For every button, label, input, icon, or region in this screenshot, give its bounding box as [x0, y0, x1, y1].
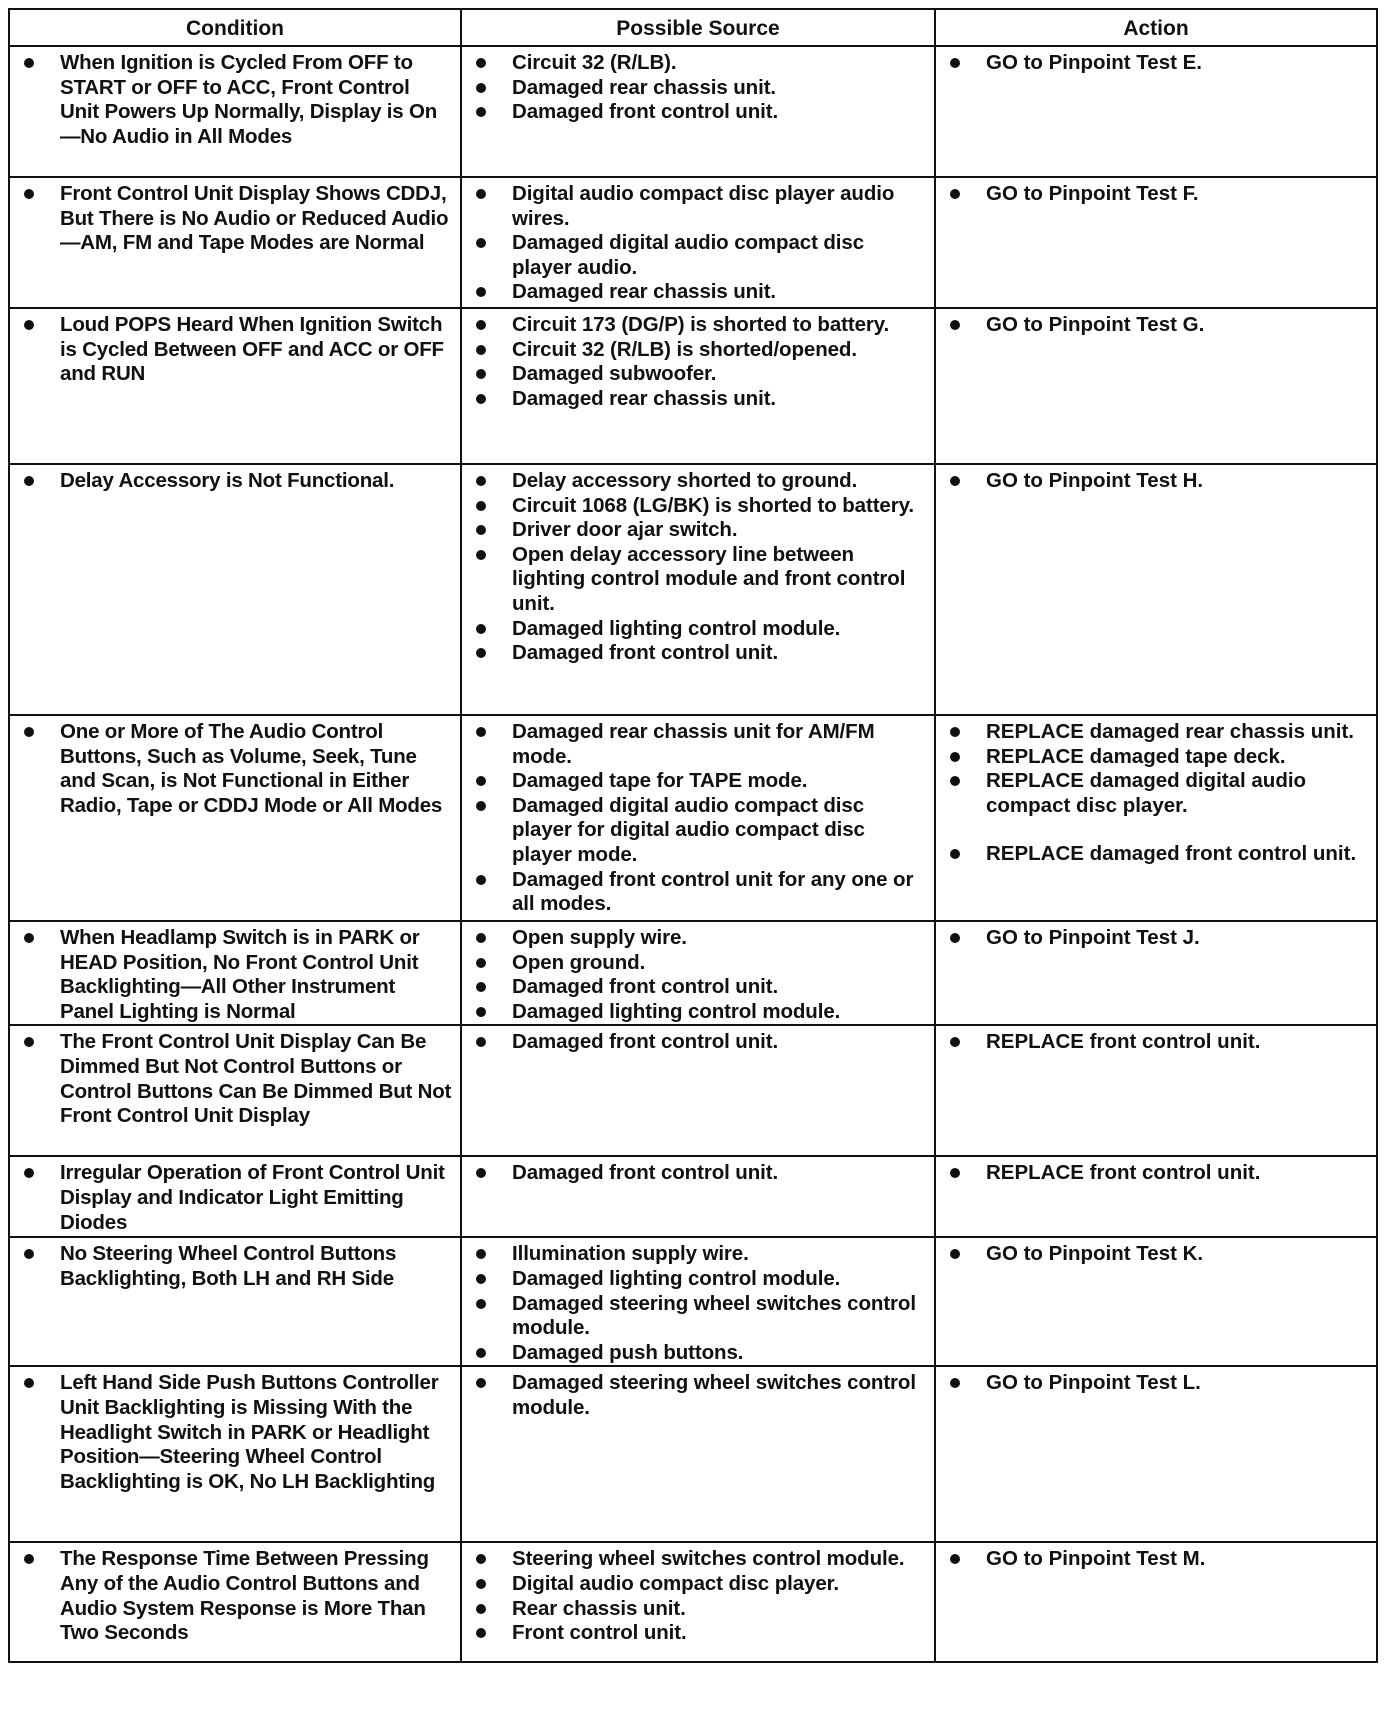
bullet-icon	[476, 58, 486, 68]
source-item-text: Damaged front control unit.	[512, 1161, 779, 1185]
action-item	[944, 1371, 1370, 1396]
table-row	[9, 1237, 1377, 1366]
action-item	[944, 842, 1370, 867]
condition-item	[18, 1371, 454, 1494]
action-cell-list	[944, 1161, 1370, 1186]
possible-source-cell	[461, 1366, 935, 1542]
source-item-text: Circuit 1068 (LG/BK) is shorted to battery.	[512, 493, 914, 517]
action-cell	[935, 715, 1377, 921]
condition-cell	[9, 1542, 461, 1662]
condition-cell	[9, 1025, 461, 1156]
bullet-icon	[24, 189, 34, 199]
bullet-icon	[950, 727, 960, 737]
table-row	[9, 1366, 1377, 1542]
source-item-text: Damaged front control unit for any one or all modes.	[512, 867, 914, 916]
source-item	[470, 1341, 928, 1366]
source-item-text: Damaged lighting control module.	[512, 616, 841, 640]
possible-source-cell	[461, 464, 935, 715]
action-item	[944, 182, 1370, 207]
source-item-text: Damaged steering wheel switches control module.	[512, 1291, 916, 1340]
possible-source-cell	[461, 1156, 935, 1237]
possible-source-cell-list	[470, 1547, 928, 1645]
condition-item-text: Front Control Unit Display Shows CDDJ, But There is No Audio or Reduced Audio—AM, FM and Tape Modes are Normal	[60, 182, 449, 255]
bullet-icon	[476, 394, 486, 404]
action-item-text: GO to Pinpoint Test M.	[986, 1547, 1206, 1571]
source-item-text: Damaged lighting control module.	[512, 1266, 841, 1290]
source-item	[470, 1267, 928, 1292]
bullet-icon	[24, 1378, 34, 1388]
source-item-text: Illumination supply wire.	[512, 1242, 749, 1266]
bullet-icon	[476, 1007, 486, 1017]
condition-cell	[9, 1237, 461, 1366]
bullet-icon	[476, 648, 486, 658]
bullet-icon	[476, 501, 486, 511]
action-item-text: REPLACE damaged front control unit.	[986, 842, 1357, 866]
possible-source-cell	[461, 921, 935, 1025]
bullet-icon	[950, 1168, 960, 1178]
source-item	[470, 1547, 928, 1572]
source-item	[470, 1597, 928, 1622]
bullet-icon	[24, 727, 34, 737]
bullet-icon	[950, 1554, 960, 1564]
possible-source-cell	[461, 308, 935, 464]
source-item	[470, 868, 928, 917]
condition-item	[18, 720, 454, 818]
condition-cell-list	[18, 51, 454, 149]
condition-cell	[9, 921, 461, 1025]
table-row	[9, 715, 1377, 921]
action-cell-list	[944, 182, 1370, 207]
source-item-text: Damaged front control unit.	[512, 641, 779, 665]
bullet-icon	[476, 369, 486, 379]
bullet-icon	[476, 1579, 486, 1589]
bullet-icon	[24, 320, 34, 330]
source-item-text: Digital audio compact disc player.	[512, 1571, 839, 1595]
action-cell-list	[944, 1242, 1370, 1267]
source-item	[470, 494, 928, 519]
possible-source-cell-list	[470, 1030, 928, 1055]
bullet-icon	[24, 1168, 34, 1178]
table-row	[9, 1542, 1377, 1662]
condition-cell	[9, 1156, 461, 1237]
condition-cell-list	[18, 1242, 454, 1291]
source-item	[470, 76, 928, 101]
action-item-text: REPLACE damaged digital audio compact disc player.	[986, 769, 1307, 817]
condition-item-text: Loud POPS Heard When Ignition Switch is Cycled Between OFF and ACC or OFF and RUN	[60, 313, 444, 386]
source-item-text: Damaged rear chassis unit.	[512, 75, 777, 99]
bullet-icon	[24, 476, 34, 486]
action-cell	[935, 177, 1377, 308]
bullet-icon	[950, 776, 960, 786]
source-item-text: Open supply wire.	[512, 926, 687, 949]
source-item-text: Damaged subwoofer.	[512, 362, 717, 386]
action-item-text: REPLACE damaged rear chassis unit.	[986, 720, 1354, 743]
action-item	[944, 469, 1370, 494]
source-item	[470, 951, 928, 976]
action-item-text: GO to Pinpoint Test E.	[986, 51, 1203, 74]
condition-cell	[9, 308, 461, 464]
action-cell-list	[944, 926, 1370, 951]
bullet-icon	[24, 58, 34, 68]
condition-item	[18, 469, 454, 494]
condition-item	[18, 51, 454, 149]
bullet-icon	[476, 1554, 486, 1564]
action-cell-list	[944, 469, 1370, 494]
condition-cell-list	[18, 313, 454, 387]
bullet-icon	[476, 1604, 486, 1614]
header-possible-source: Possible Source	[461, 9, 935, 46]
condition-item	[18, 1161, 454, 1235]
source-item	[470, 1242, 928, 1267]
table-row	[9, 177, 1377, 308]
action-item	[944, 1161, 1370, 1186]
condition-cell-list	[18, 1371, 454, 1494]
source-item-text: Open ground.	[512, 950, 646, 974]
bullet-icon	[476, 801, 486, 811]
bullet-icon	[476, 525, 486, 535]
possible-source-cell-list	[470, 720, 928, 917]
source-item-text: Open delay accessory line between lighting control module and front control unit.	[512, 542, 906, 615]
condition-cell	[9, 46, 461, 177]
bullet-icon	[476, 189, 486, 199]
bullet-icon	[476, 550, 486, 560]
action-item-text: REPLACE damaged tape deck.	[986, 744, 1286, 768]
source-item-text: Rear chassis unit.	[512, 1596, 686, 1620]
condition-item-text: Irregular Operation of Front Control Unit Display and Indicator Light Emitting Diodes	[60, 1161, 445, 1234]
condition-cell-list	[18, 1030, 454, 1128]
condition-cell-list	[18, 469, 454, 494]
action-cell-list	[944, 313, 1370, 338]
condition-cell-list	[18, 182, 454, 256]
bullet-icon	[950, 1378, 960, 1388]
table-row	[9, 464, 1377, 715]
action-item-text: REPLACE front control unit.	[986, 1161, 1261, 1185]
bullet-icon	[476, 1378, 486, 1388]
action-item	[944, 926, 1370, 951]
condition-item	[18, 313, 454, 387]
action-item	[944, 51, 1370, 76]
action-cell-list	[944, 1030, 1370, 1055]
condition-item-text: One or More of The Audio Control Buttons, Such as Volume, Seek, Tune and Scan, is Not Functional in Either Radio, Tape or CDDJ Mode or All Modes	[60, 720, 443, 817]
source-item-text: Damaged tape for TAPE mode.	[512, 769, 808, 793]
source-item	[470, 313, 928, 338]
possible-source-cell-list	[470, 1371, 928, 1420]
action-cell	[935, 1366, 1377, 1542]
source-item	[470, 769, 928, 794]
bullet-icon	[476, 1628, 486, 1638]
source-item	[470, 1161, 928, 1186]
symptom-chart-table	[8, 8, 1378, 1663]
table-body	[9, 46, 1377, 1662]
action-cell	[935, 464, 1377, 715]
possible-source-cell-list	[470, 313, 928, 411]
condition-cell	[9, 715, 461, 921]
bullet-icon	[476, 287, 486, 297]
source-item	[470, 469, 928, 494]
action-cell-list	[944, 1547, 1370, 1572]
source-item	[470, 720, 928, 769]
table-row	[9, 308, 1377, 464]
possible-source-cell-list	[470, 1242, 928, 1365]
action-item-text: GO to Pinpoint Test L.	[986, 1371, 1201, 1395]
action-cell	[935, 921, 1377, 1025]
action-cell	[935, 308, 1377, 464]
condition-cell	[9, 1366, 461, 1542]
bullet-icon	[24, 1037, 34, 1047]
source-item	[470, 641, 928, 666]
condition-item-text: The Front Control Unit Display Can Be Dimmed But Not Control Buttons or Control Buttons Can Be Dimmed But Not Front Control Unit Display	[60, 1030, 452, 1128]
action-cell-list	[944, 1371, 1370, 1396]
action-item-text: GO to Pinpoint Test F.	[986, 182, 1199, 205]
condition-item	[18, 182, 454, 256]
action-item	[944, 720, 1370, 745]
action-cell	[935, 46, 1377, 177]
source-item	[470, 1030, 928, 1055]
condition-cell-list	[18, 1161, 454, 1235]
bullet-icon	[950, 849, 960, 859]
bullet-icon	[476, 1348, 486, 1358]
bullet-icon	[950, 476, 960, 486]
bullet-icon	[24, 1554, 34, 1564]
source-item-text: Circuit 32 (R/LB).	[512, 51, 677, 74]
action-item	[944, 1030, 1370, 1055]
bullet-icon	[950, 320, 960, 330]
action-item	[944, 1242, 1370, 1267]
source-item-text: Damaged lighting control module.	[512, 999, 841, 1023]
condition-item-text: When Ignition is Cycled From OFF to START or OFF to ACC, Front Control Unit Powers Up Normally, Display is On—No Audio in All Modes	[60, 51, 438, 148]
action-item-text: REPLACE front control unit.	[986, 1030, 1261, 1054]
table-row	[9, 921, 1377, 1025]
source-item	[470, 1371, 928, 1420]
bullet-icon	[476, 1249, 486, 1259]
bullet-icon	[24, 1249, 34, 1259]
bullet-icon	[950, 933, 960, 943]
bullet-icon	[476, 1274, 486, 1284]
source-item-text: Damaged digital audio compact disc player audio.	[512, 231, 865, 279]
bullet-icon	[950, 752, 960, 762]
source-item-text: Front control unit.	[512, 1621, 687, 1645]
source-item	[470, 338, 928, 363]
source-item	[470, 543, 928, 617]
condition-cell-list	[18, 1547, 454, 1645]
condition-item-text: Left Hand Side Push Buttons Controller Unit Backlighting is Missing With the Headlight Switch in PARK or Headlight Position—Steering Wheel Control Backlighting is OK, No LH Backlighting	[60, 1371, 439, 1493]
source-item-text: Damaged rear chassis unit for AM/FM mode.	[512, 720, 875, 768]
action-cell	[935, 1237, 1377, 1366]
action-cell-list	[944, 51, 1370, 76]
table-header-row	[9, 9, 1377, 46]
source-item-text: Circuit 32 (R/LB) is shorted/opened.	[512, 337, 857, 361]
action-item	[944, 313, 1370, 338]
condition-item	[18, 926, 454, 1024]
diagnosis-table-page	[8, 8, 1376, 1663]
source-item	[470, 1292, 928, 1341]
bullet-icon	[476, 107, 486, 117]
source-item-text: Damaged front control unit.	[512, 975, 779, 999]
source-item	[470, 1000, 928, 1025]
condition-cell	[9, 177, 461, 308]
source-item	[470, 387, 928, 412]
source-item	[470, 975, 928, 1000]
bullet-icon	[476, 345, 486, 355]
bullet-icon	[476, 83, 486, 93]
source-item	[470, 926, 928, 951]
source-item-text: Driver door ajar switch.	[512, 518, 738, 542]
bullet-icon	[950, 1249, 960, 1259]
condition-item-text: No Steering Wheel Control Buttons Backlighting, Both LH and RH Side	[60, 1242, 397, 1290]
source-item	[470, 280, 928, 305]
action-item-text: GO to Pinpoint Test K.	[986, 1242, 1204, 1266]
condition-item	[18, 1242, 454, 1291]
action-item	[944, 745, 1370, 770]
possible-source-cell	[461, 177, 935, 308]
source-item-text: Damaged front control unit.	[512, 100, 779, 124]
possible-source-cell	[461, 715, 935, 921]
header-action: Action	[935, 9, 1377, 46]
source-item	[470, 362, 928, 387]
source-item-text: Damaged rear chassis unit.	[512, 386, 777, 410]
source-item-text: Damaged push buttons.	[512, 1340, 744, 1364]
possible-source-cell	[461, 1542, 935, 1662]
bullet-icon	[476, 1299, 486, 1309]
bullet-icon	[950, 58, 960, 68]
action-item	[944, 769, 1370, 818]
condition-cell	[9, 464, 461, 715]
bullet-icon	[476, 238, 486, 248]
bullet-icon	[476, 1168, 486, 1178]
possible-source-cell-list	[470, 926, 928, 1024]
header-condition: Condition	[9, 9, 461, 46]
bullet-icon	[476, 320, 486, 330]
source-item-text: Damaged digital audio compact disc player for digital audio compact disc player mode.	[512, 793, 865, 866]
bullet-icon	[476, 875, 486, 885]
possible-source-cell	[461, 46, 935, 177]
source-item-text: Digital audio compact disc player audio wires.	[512, 182, 895, 230]
action-cell-list	[944, 720, 1370, 867]
action-item-text: GO to Pinpoint Test J.	[986, 926, 1200, 949]
source-item	[470, 518, 928, 543]
condition-cell-list	[18, 720, 454, 818]
possible-source-cell	[461, 1237, 935, 1366]
source-item-text: Damaged front control unit.	[512, 1030, 779, 1054]
source-item	[470, 617, 928, 642]
bullet-icon	[476, 624, 486, 634]
bullet-icon	[476, 776, 486, 786]
source-item-text: Damaged steering wheel switches control module.	[512, 1371, 916, 1419]
source-item-text: Damaged rear chassis unit.	[512, 280, 777, 304]
table-row	[9, 1156, 1377, 1237]
bullet-icon	[476, 982, 486, 992]
source-item	[470, 1621, 928, 1646]
action-cell	[935, 1542, 1377, 1662]
bullet-icon	[950, 1037, 960, 1047]
action-item	[944, 1547, 1370, 1572]
bullet-icon	[476, 1037, 486, 1047]
condition-item	[18, 1030, 454, 1128]
source-item	[470, 1572, 928, 1597]
condition-item	[18, 1547, 454, 1645]
action-cell	[935, 1025, 1377, 1156]
source-item	[470, 51, 928, 76]
condition-cell-list	[18, 926, 454, 1024]
action-cell	[935, 1156, 1377, 1237]
possible-source-cell-list	[470, 1161, 928, 1186]
possible-source-cell-list	[470, 182, 928, 305]
source-item-text: Circuit 173 (DG/P) is shorted to battery.	[512, 313, 890, 336]
condition-item-text: When Headlamp Switch is in PARK or HEAD Position, No Front Control Unit Backlighting—All Other Instrument Panel Lighting is Normal	[60, 926, 420, 1023]
condition-item-text: Delay Accessory is Not Functional.	[60, 469, 395, 492]
possible-source-cell-list	[470, 469, 928, 666]
action-item-text: GO to Pinpoint Test H.	[986, 469, 1204, 492]
source-item	[470, 231, 928, 280]
bullet-icon	[24, 933, 34, 943]
possible-source-cell-list	[470, 51, 928, 125]
condition-item-text: The Response Time Between Pressing Any of the Audio Control Buttons and Audio System Response is More Than Two Seconds	[60, 1547, 429, 1645]
bullet-icon	[476, 476, 486, 486]
source-item	[470, 182, 928, 231]
action-item-text: GO to Pinpoint Test G.	[986, 313, 1205, 336]
possible-source-cell	[461, 1025, 935, 1156]
bullet-icon	[950, 189, 960, 199]
source-item-text: Delay accessory shorted to ground.	[512, 469, 858, 492]
source-item	[470, 100, 928, 125]
bullet-icon	[476, 958, 486, 968]
source-item	[470, 794, 928, 868]
source-item-text: Steering wheel switches control module.	[512, 1547, 905, 1571]
bullet-icon	[476, 933, 486, 943]
table-row	[9, 46, 1377, 177]
table-row	[9, 1025, 1377, 1156]
bullet-icon	[476, 727, 486, 737]
